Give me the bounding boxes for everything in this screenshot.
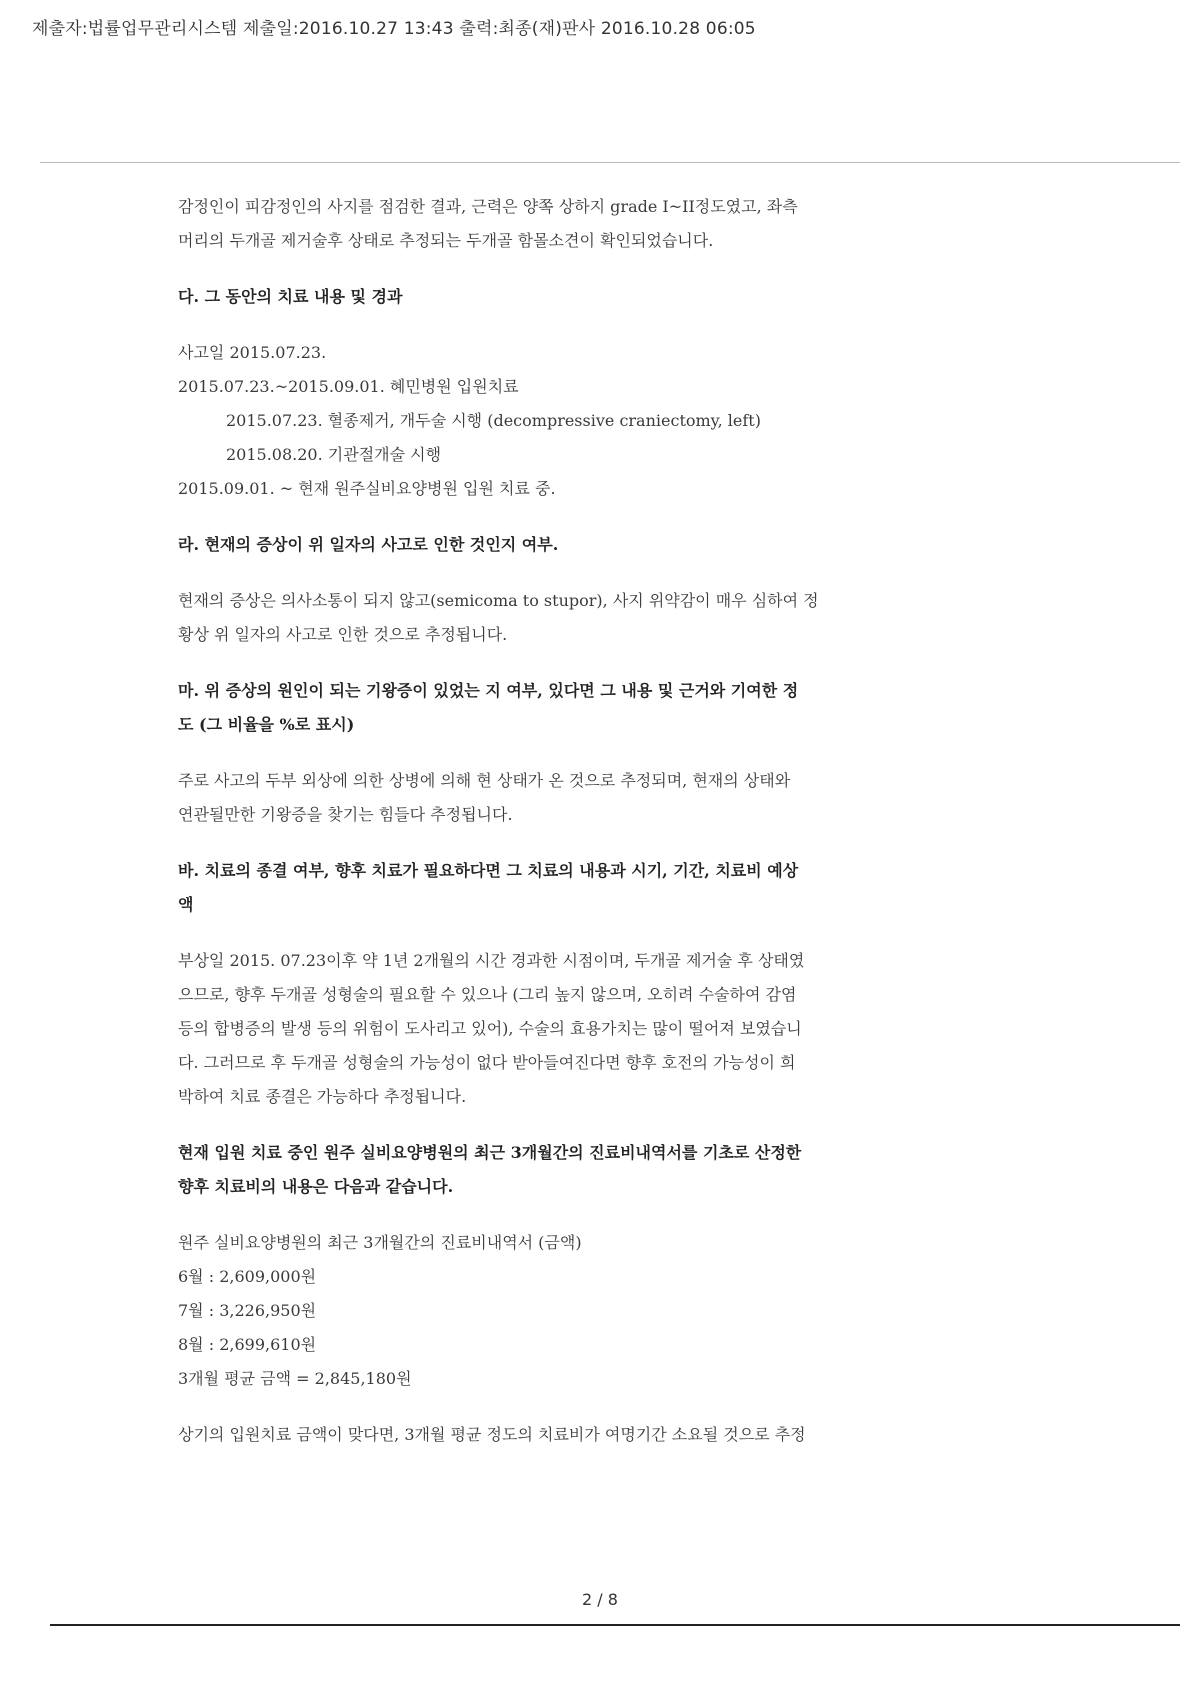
history-hospital-2: 2015.09.01. ~ 현재 원주실비요양병원 입원 치료 중. (178, 479, 556, 498)
paragraph-estimate: 상기의 입원치료 금액이 맞다면, 3개월 평균 정도의 치료비가 여명기간 소요될 것으로 추정 (178, 1425, 806, 1444)
text-line: 다. 그러므로 후 두개골 성형술의 가능성이 없다 받아들여진다면 향후 호전의 가능성이 희 (178, 1053, 796, 1072)
section-heading-da: 다. 그 동안의 치료 내용 및 경과 (178, 287, 403, 306)
page-number: 2 / 8 (582, 1590, 618, 1609)
heading-line: 마. 위 증상의 원인이 되는 기왕증이 있었는 지 여부, 있다면 그 내용 및 근거와 기여한 정 (178, 681, 799, 700)
text-line: 박하여 치료 종결은 가능하다 추정됩니다. (178, 1087, 467, 1106)
text-line: 부상일 2015. 07.23이후 약 1년 2개월의 시간 경과한 시점이며, 두개골 제거술 후 상태였 (178, 951, 805, 970)
text-line: 연관될만한 기왕증을 찾기는 힘들다 추정됩니다. (178, 805, 513, 824)
text-line: 황상 위 일자의 사고로 인한 것으로 추정됩니다. (178, 625, 508, 644)
section-heading-ra: 라. 현재의 증상이 위 일자의 사고로 인한 것인지 여부. (178, 535, 559, 554)
cost-average: 3개월 평균 금액 = 2,845,180원 (178, 1369, 412, 1388)
section-heading-ma (178, 674, 1028, 742)
cost-july: 7월 : 3,226,950원 (178, 1301, 317, 1320)
text-line: 감정인이 피감정인의 사지를 점검한 결과, 근력은 양쪽 상하지 grade I~II정도였고, 좌측 (178, 197, 798, 216)
section-heading-ba (178, 854, 1028, 922)
heading-line: 향후 치료비의 내용은 다음과 같습니다. (178, 1177, 454, 1196)
document-body (178, 190, 1028, 1452)
cost-breakdown (178, 1226, 1028, 1396)
history-surgery-2: 2015.08.20. 기관절개술 시행 (226, 445, 442, 464)
text-line: 등의 합병증의 발생 등의 위험이 도사리고 있어), 수술의 효용가치는 많이 떨어져 보였습니 (178, 1019, 802, 1038)
paragraph-future-cost-basis (178, 1136, 1028, 1204)
treatment-history (178, 336, 1028, 506)
history-hospital-1: 2015.07.23.~2015.09.01. 혜민병원 입원치료 (178, 377, 519, 396)
heading-line: 현재 입원 치료 중인 원주 실비요양병원의 최근 3개월간의 진료비내역서를 기초로 산정한 (178, 1143, 802, 1162)
text-line: 주로 사고의 두부 외상에 의한 상병에 의해 현 상태가 온 것으로 추정되며, 현재의 상태와 (178, 771, 791, 790)
cost-august: 8월 : 2,699,610원 (178, 1335, 317, 1354)
paragraph-examination (178, 190, 1028, 258)
history-surgery-1: 2015.07.23. 혈종제거, 개두술 시행 (decompressive craniectomy, left) (226, 411, 761, 430)
heading-line: 도 (그 비율을 %로 표시) (178, 715, 355, 734)
paragraph-current-symptoms (178, 584, 1028, 652)
cost-june: 6월 : 2,609,000원 (178, 1267, 317, 1286)
history-accident-date: 사고일 2015.07.23. (178, 343, 327, 362)
heading-line: 액 (178, 895, 194, 914)
submission-stamp: 제출자:법률업무관리시스템 제출일:2016.10.27 13:43 출력:최종(재)판사 2016.10.28 06:05 (32, 19, 756, 39)
paragraph-prior-condition (178, 764, 1028, 832)
heading-line: 바. 치료의 종결 여부, 향후 치료가 필요하다면 그 치료의 내용과 시기, 기간, 치료비 예상 (178, 861, 799, 880)
text-line: 현재의 증상은 의사소통이 되지 않고(semicoma to stupor), 사지 위약감이 매우 심하여 정 (178, 591, 819, 610)
top-divider (40, 162, 1180, 163)
text-line: 머리의 두개골 제거술후 상태로 추정되는 두개골 함몰소견이 확인되었습니다. (178, 231, 714, 250)
text-line: 으므로, 향후 두개골 성형술의 필요할 수 있으나 (그리 높지 않으며, 오히려 수술하여 감염 (178, 985, 797, 1004)
paragraph-treatment-conclusion (178, 944, 1028, 1114)
cost-title: 원주 실비요양병원의 최근 3개월간의 진료비내역서 (금액) (178, 1233, 582, 1252)
bottom-divider (50, 1624, 1180, 1626)
